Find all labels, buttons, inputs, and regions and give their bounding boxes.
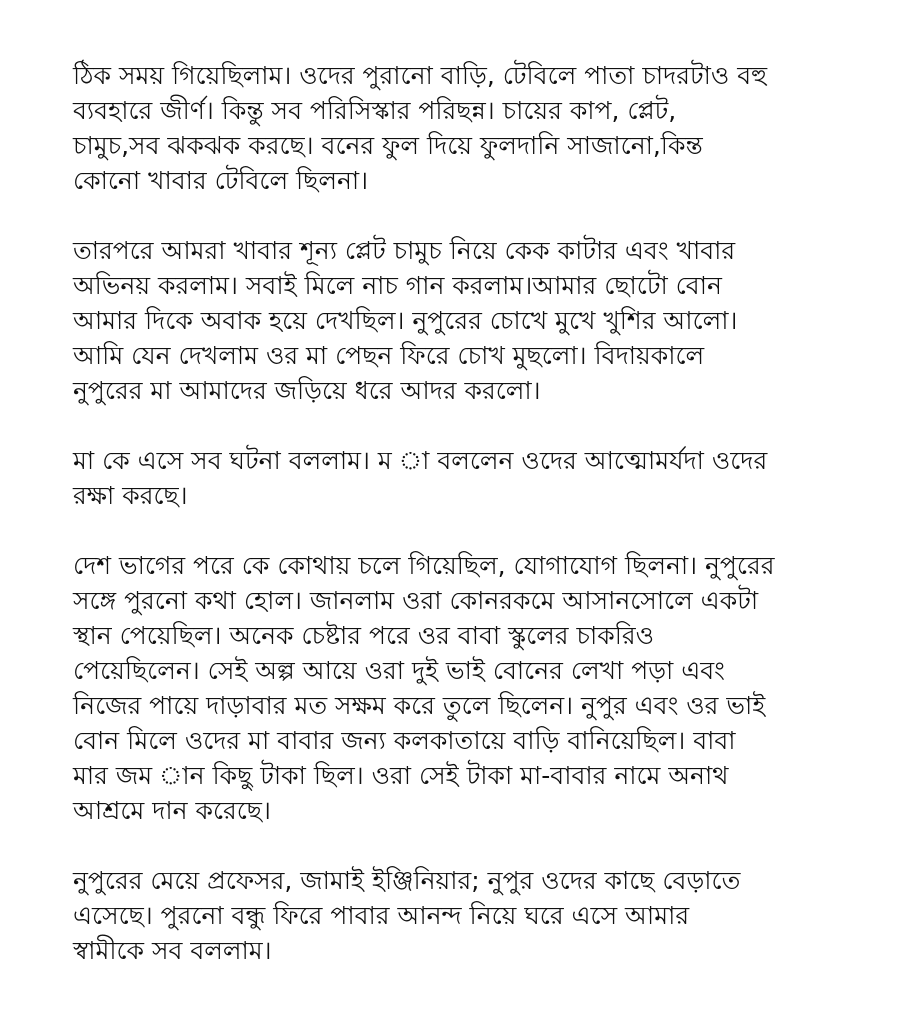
text-line: ঠিক সময় গিয়েছিলাম। ওদের পুরানো বাড়ি, টেবিলে পাতা চাদরটাও বহু	[73, 61, 768, 90]
paragraph-3	[73, 443, 873, 513]
paragraph-5	[73, 863, 873, 968]
text-line: তারপরে আমরা খাবার শূন্য প্লেট চামুচ নিয়ে কেক কাটার এবং খাবার	[73, 236, 736, 265]
text-line: মা কে এসে সব ঘটনা বললাম। ম া বললেন ওদের আত্মোমর্যদা ওদের	[73, 446, 768, 475]
paragraph-1	[73, 58, 873, 198]
text-line: এসেছে। পুরনো বন্ধু ফিরে পাবার আনন্দ নিয়ে ঘরে এসে আমার	[73, 901, 690, 930]
text-line: চামুচ,সব ঝকঝক করছে। বনের ফুল দিয়ে ফুলদানি সাজানো,কিন্ত	[73, 131, 703, 160]
text-line: অভিনয় করলাম। সবাই মিলে নাচ গান করলাম।আমার ছোটো বোন	[73, 271, 722, 300]
text-line: রক্ষা করছে।	[73, 481, 188, 510]
text-line: বোন মিলে ওদের মা বাবার জন্য কলকাতায়ে বাড়ি বানিয়েছিল। বাবা	[73, 726, 736, 755]
text-line: পেয়েছিলেন। সেই অল্প আয়ে ওরা দুই ভাই বোনের লেখা পড়া এবং	[73, 656, 725, 685]
document-body	[73, 58, 873, 1003]
text-line: স্বামীকে সব বললাম।	[73, 936, 272, 965]
text-line: নুপুরের মা আমাদের জড়িয়ে ধরে আদর করলো।	[73, 376, 541, 405]
text-line: ব্যবহারে জীর্ণ। কিন্তু সব পরিসিস্কার পরিছন্ন। চায়ের কাপ, প্লেট,	[73, 96, 677, 125]
text-line: আশ্রমে দান করেছে।	[73, 796, 271, 825]
text-line: মার জম ান কিছু টাকা ছিল। ওরা সেই টাকা মা-বাবার নামে অনাথ	[73, 761, 729, 790]
text-line: আমার দিকে অবাক হয়ে দেখছিল। নুপুরের চোখে মুখে খুশির আলো।	[73, 306, 738, 335]
text-line: কোনো খাবার টেবিলে ছিলনা।	[73, 166, 369, 195]
text-line: সঙ্গে পুরনো কথা হোল। জানলাম ওরা কোনরকমে আসানসোলে একটা	[73, 586, 759, 615]
text-line: নুপুরের মেয়ে প্রফেসর, জামাই ইঞ্জিনিয়ার; নুপুর ওদের কাছে বেড়াতে	[73, 866, 741, 895]
paragraph-4	[73, 548, 873, 828]
text-line: নিজের পায়ে দাড়াবার মত সক্ষম করে তুলে ছিলেন। নুপুর এবং ওর ভাই	[73, 691, 766, 720]
text-line: দেশ ভাগের পরে কে কোথায় চলে গিয়েছিল, যোগাযোগ ছিলনা। নুপুরের	[73, 551, 775, 580]
paragraph-2	[73, 233, 873, 408]
text-line: আমি যেন দেখলাম ওর মা পেছন ফিরে চোখ মুছলো। বিদায়কালে	[73, 341, 705, 370]
text-line: স্থান পেয়েছিল। অনেক চেষ্টার পরে ওর বাবা স্কুলের চাকরিও	[73, 621, 655, 650]
